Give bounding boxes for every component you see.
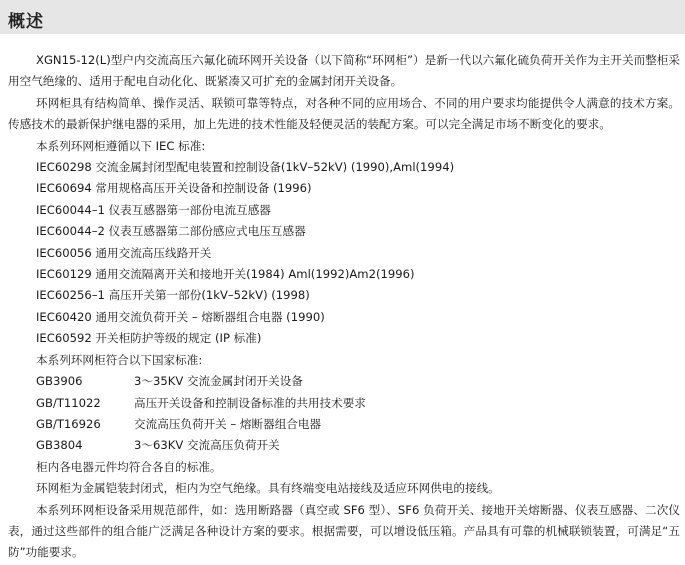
structure-line: 环网柜为金属铠装封闭式，柜内为空气绝缘。具有终端变电站接线及适应环网供电的接线。 <box>36 481 500 496</box>
standard-name: 高压开关设备和控制设备标准的共用技术要求 <box>134 395 366 410</box>
standard-name: 3～35KV 交流金属封闭开关设备 <box>134 374 303 389</box>
iec-standard-item: IEC60420 通用交流负荷开关 – 熔断器组合电器 (1990) <box>36 309 325 324</box>
iec-standard-item: IEC60256–1 高压开关第一部份(1kV–52kV) (1998) <box>36 288 310 303</box>
standard-code: GB/T11022 <box>36 395 101 410</box>
section-title: 概述 <box>8 12 44 32</box>
national-standard-item <box>8 435 680 456</box>
iec-standard-item: IEC60129 通用交流隔离开关和接地开关(1984) Aml(1992)Am2(1996) <box>36 267 415 282</box>
compliance-line: 柜内各电器元件均符合各自的标准。 <box>36 459 222 474</box>
iec-standard-item: IEC60056 通用交流高压线路开关 <box>36 245 212 260</box>
standard-code: GB3804 <box>36 438 83 453</box>
national-standard-item <box>8 393 680 414</box>
national-intro: 本系列环网柜符合以下国家标准: <box>36 352 203 367</box>
section-header <box>0 0 685 34</box>
national-standard-item <box>8 414 680 435</box>
iec-standard-item: IEC60694 常用规格高压开关设备和控制设备 (1996) <box>36 181 312 196</box>
iec-standard-item: IEC60298 交流金属封闭型配电装置和控制设备(1kV–52kV) (1990),Aml(1994) <box>36 160 455 175</box>
features-paragraph: 环网柜具有结构简单、操作灵活、联锁可靠等特点，对各种不同的应用场合、不同的用户要求均能提供令人满意的技术方案。传感技术的最新保护继电器的采用，加上先进的技术性能及轻便灵活的装配方案。可以完全满足市场不断变化的要求。 <box>8 95 680 132</box>
national-standard-item <box>8 371 680 392</box>
standard-code: GB/T16926 <box>36 416 101 431</box>
components-paragraph: 本系列环网柜设备采用规范部件，如：选用断路器（真空或 SF6 型）、SF6 负荷开关、接地开关熔断器、仪表互感器、二次仪表，通过这些部件的组合能广泛满足各种设计方案的要求。根据需要，可以增设低压箱。产品具有可靠的机械联锁装置，可满足“五防”功能要求。 <box>8 502 680 560</box>
standard-name: 交流高压负荷开关 – 熔断器组合电器 <box>134 416 322 431</box>
iec-intro: 本系列环网柜遵循以下 IEC 标准: <box>36 138 206 153</box>
overview-content <box>8 50 680 564</box>
intro-paragraph: XGN15-12(L)型户内交流高压六氟化硫环网开关设备（以下简称“环网柜”）是新一代以六氟化硫负荷开关作为主开关而整柜采用空气绝缘的、适用于配电自动化化、既紧凑又可扩充的金属封闭开关设备。 <box>8 53 680 89</box>
iec-standard-item: IEC60044–1 仪表互感器第一部份电流互感器 <box>36 202 271 217</box>
standard-name: 3～63KV 交流高压负荷开关 <box>134 438 280 453</box>
standard-code: GB3906 <box>36 374 83 389</box>
iec-standard-item: IEC60044–2 仪表互感器第二部份感应式电压互感器 <box>36 224 306 239</box>
iec-standard-item: IEC60592 开关柜防护等级的规定 (IP 标准) <box>36 331 262 346</box>
